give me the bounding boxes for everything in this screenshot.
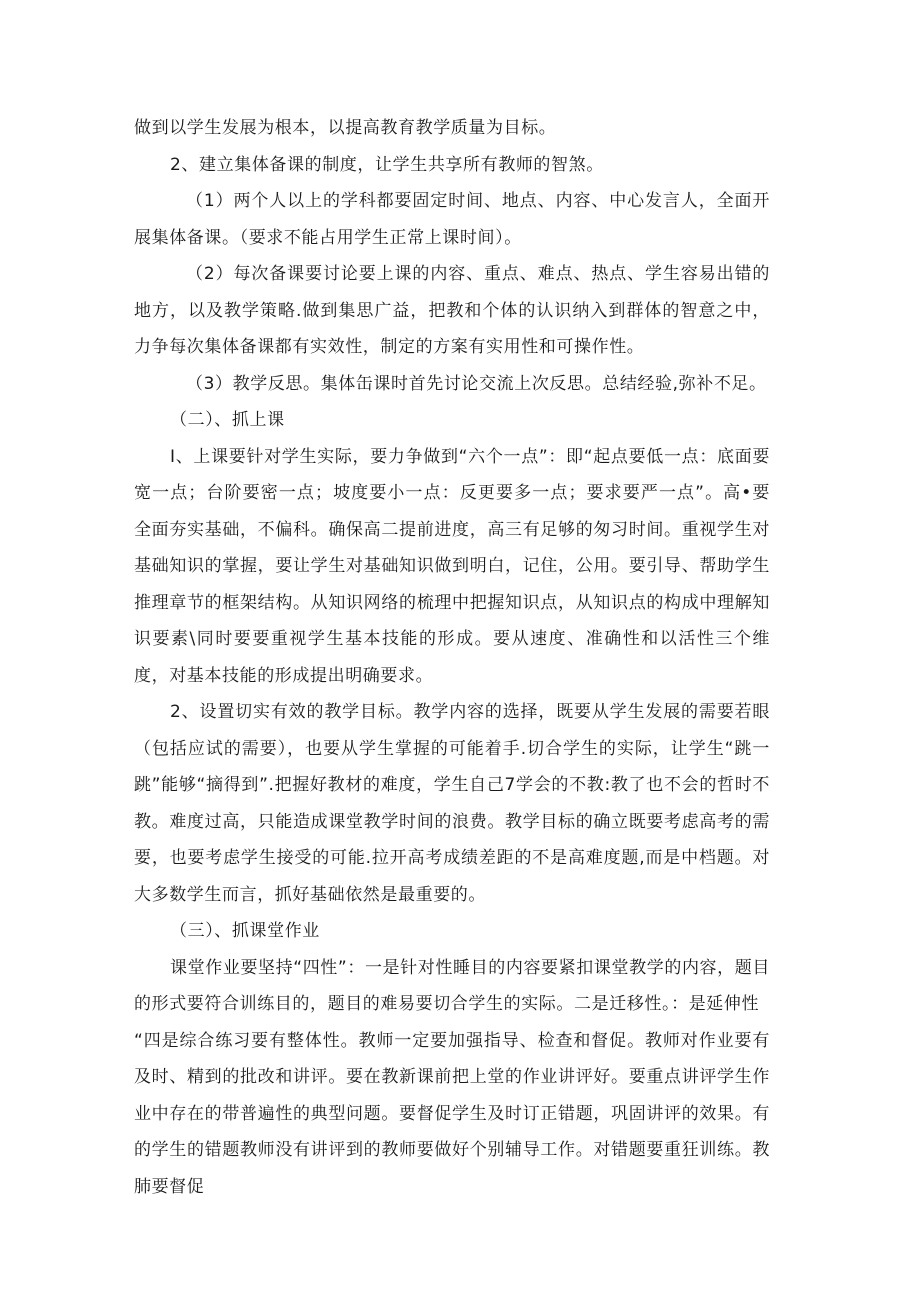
- paragraph-8: 2、设置切实有效的教学目标。教学内容的选择，既要从学生发展的需要若眼（包括应试的需要），也要从学生掌握的可能着手.切合学生的实际，让学生“跳一跳”能够“摘得到”.把握好教材的难度，学生自己7学会的不教:教了也不会的哲时不教。难度过高，只能造成课堂教学时间的浪费。教学目标的确立既要考虑高考的需要，也要考虑学生接受的可能.拉开高考成绩差距的不是高难度题,而是中档题。对大多数学生而言，抓好基础依然是最重要的。: [134, 702, 770, 905]
- paragraph-2: 2、建立集体备课的制度，让学生共享所有教师的智煞。: [170, 154, 604, 175]
- paragraph-11: “四是综合练习要有整体性。教师一定要加强指导、检查和督促。教师对作业要有及时、精到的批改和讲评。要在教新课前把上堂的作业讲评好。要重点讲评学生作业中存在的带普遍性的典型问题。要督促学生及时订正错题，巩固讲评的效果。有的学生的错题教师没有讲评到的教师要做好个别辅导工作。对错题要重狂训练。教肺要督促: [134, 1030, 770, 1197]
- paragraph-7: I、上课要针对学生实际，要力争做到“六个一点”：即“起点要低一点：底面要宽一点；台阶要密一点；坡度要小一点：反更要多一点；要求要严一点”。高•要全面夯实基础，不偏科。确保高二提前进度，高三有足够的匆习时间。重视学生对基础知识的掌握，要让学生对基础知识做到明白，记住，公用。要引导、帮助学生推理章节的框架结构。从知识网络的梳理中把握知识点，从知识点的构成中理解知识要素\同时要要重视学生基本技能的形成。要从速度、准确性和以活性三个维度，对基本技能的形成提出明确要求。: [134, 446, 770, 686]
- paragraph-3: （1）两个人以上的学科都要固定时间、地点、内容、中心发言人，全面开展集体备课。（要求不能占用学生正常上课时间）。: [134, 191, 770, 248]
- paragraph-5: （3）教学反思。集体缶课时首先讨论交流上次反思。总结经验,弥补不足。: [186, 373, 767, 394]
- paragraph-10: 课堂作业要坚持“四性”：一是针对性睡目的内容要紧扣课堂教学的内容，题目的形式要符合训练目的，题目的难易要切合学生的实际。二是迁移性。：是延伸性: [134, 957, 770, 1014]
- section-heading-3: （三）、抓课堂作业: [170, 921, 320, 941]
- paragraph-1: 做到以学生发展为根本，以提高教育教学质量为目标。: [134, 118, 557, 138]
- document-body: [134, 110, 770, 1205]
- section-heading-2: （二）、抓上课: [170, 410, 285, 430]
- paragraph-4: （2）每次备课要讨论要上课的内容、重点、难点、热点、学生容易出错的地方，以及教学策略.做到集思广益，把教和个体的认识纳入到群体的智意之中，力争每次集体备课都有实效性，制定的方案有实用性和可操作性。: [134, 264, 770, 357]
